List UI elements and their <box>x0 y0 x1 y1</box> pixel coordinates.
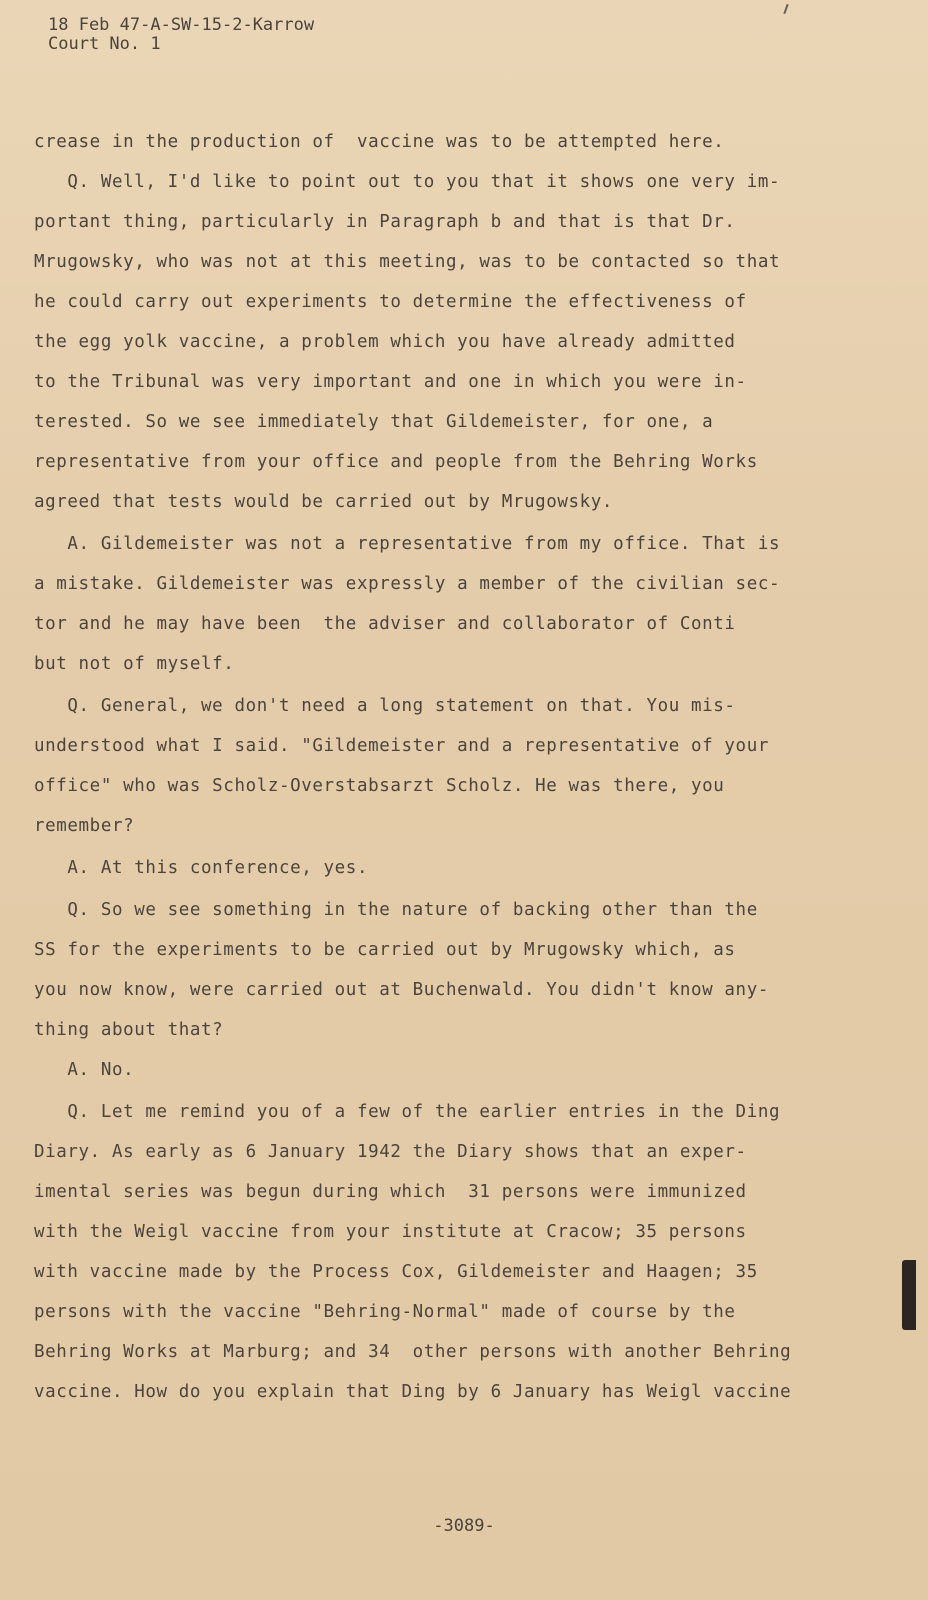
text-line: you now know, were carried out at Buchenwald. You didn't know any- <box>34 980 769 1000</box>
pen-mark <box>783 4 788 14</box>
text-line: Q. So we see something in the nature of backing other than the <box>34 900 758 920</box>
text-line: a mistake. Gildemeister was expressly a member of the civilian sec- <box>34 574 781 594</box>
text-line: crease in the production of vaccine was to be attempted here. <box>34 132 725 152</box>
text-line: Q. Let me remind you of a few of the earlier entries in the Ding <box>34 1102 781 1122</box>
text-line: he could carry out experiments to determine the effectiveness of <box>34 292 747 312</box>
text-line: thing about that? <box>34 1020 224 1040</box>
text-line: Q. General, we don't need a long statement on that. You mis- <box>34 696 736 716</box>
text-line: Mrugowsky, who was not at this meeting, was to be contacted so that <box>34 252 781 272</box>
text-line: office" who was Scholz-Overstabsarzt Scholz. He was there, you <box>34 776 725 796</box>
text-line: representative from your office and people from the Behring Works <box>34 452 758 472</box>
text-line: portant thing, particularly in Paragraph b and that is that Dr. <box>34 212 736 232</box>
text-line: vaccine. How do you explain that Ding by 6 January has Weigl vaccine <box>34 1382 792 1402</box>
text-line: Diary. As early as 6 January 1942 the Diary shows that an exper- <box>34 1142 747 1162</box>
text-line: but not of myself. <box>34 654 235 674</box>
header-line-1: 18 Feb 47-A-SW-15-2-Karrow <box>48 15 315 35</box>
text-line: to the Tribunal was very important and one in which you were in- <box>34 372 747 392</box>
document-header <box>48 16 314 54</box>
page-number: -3089- <box>433 1516 495 1536</box>
text-line: with the Weigl vaccine from your institute at Cracow; 35 persons <box>34 1222 747 1242</box>
text-line: A. Gildemeister was not a representative from my office. That is <box>34 534 781 554</box>
text-line: the egg yolk vaccine, a problem which you have already admitted <box>34 332 736 352</box>
text-line: Behring Works at Marburg; and 34 other persons with another Behring <box>34 1342 792 1362</box>
header-line-2: Court No. 1 <box>48 34 161 54</box>
text-line: remember? <box>34 816 135 836</box>
text-line: A. No. <box>34 1060 135 1080</box>
text-line: persons with the vaccine "Behring-Normal" made of course by the <box>34 1302 736 1322</box>
text-line: terested. So we see immediately that Gildemeister, for one, a <box>34 412 714 432</box>
text-line: A. At this conference, yes. <box>34 858 369 878</box>
text-line: with vaccine made by the Process Cox, Gildemeister and Haagen; 35 <box>34 1262 758 1282</box>
text-line: understood what I said. "Gildemeister and a representative of your <box>34 736 769 756</box>
text-line: SS for the experiments to be carried out by Mrugowsky which, as <box>34 940 736 960</box>
text-line: Q. Well, I'd like to point out to you that it shows one very im- <box>34 172 781 192</box>
text-line: imental series was begun during which 31 persons were immunized <box>34 1182 747 1202</box>
binder-clip <box>902 1260 916 1330</box>
text-line: agreed that tests would be carried out by Mrugowsky. <box>34 492 614 512</box>
text-line: tor and he may have been the adviser and collaborator of Conti <box>34 614 736 634</box>
